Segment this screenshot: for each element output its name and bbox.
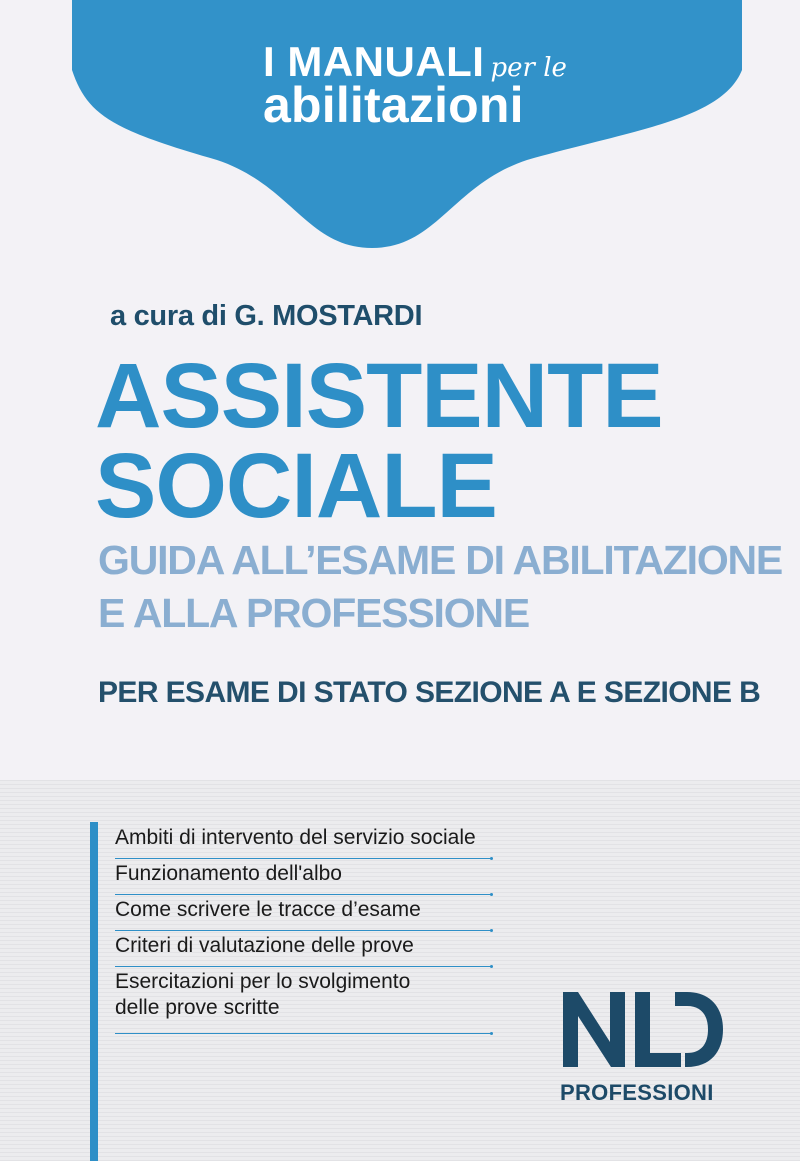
publisher-subtitle: PROFESSIONI bbox=[560, 1080, 714, 1105]
topics-list bbox=[115, 825, 535, 1036]
series-title-line1: I MANUALI per le bbox=[263, 38, 567, 85]
accent-bar bbox=[90, 822, 98, 1161]
topic-item: Ambiti di intervento del servizio sociale bbox=[115, 825, 491, 859]
topic-item: Funzionamento dell'albo bbox=[115, 861, 491, 895]
series-title-line2: abilitazioni bbox=[263, 77, 524, 133]
topic-item: Esercitazioni per lo svolgimento delle prove scritte bbox=[115, 969, 491, 1034]
exam-note: PER ESAME DI STATO SEZIONE A E SEZIONE B bbox=[98, 676, 761, 709]
subtitle-line2: E ALLA PROFESSIONE bbox=[98, 590, 529, 636]
nld-logo-mark bbox=[563, 992, 723, 1067]
author-line: a cura di G. MOSTARDI bbox=[110, 300, 423, 332]
book-title-line2: SOCIALE bbox=[95, 435, 497, 537]
publisher-logo bbox=[563, 992, 723, 1067]
topic-item: Criteri di valutazione delle prove bbox=[115, 933, 491, 967]
book-title-line1: ASSISTENTE bbox=[95, 345, 663, 447]
series-script: per le bbox=[490, 53, 567, 83]
subtitle-line1: GUIDA ALL’ESAME DI ABILITAZIONE bbox=[98, 537, 783, 583]
topic-item: Come scrivere le tracce d’esame bbox=[115, 897, 491, 931]
